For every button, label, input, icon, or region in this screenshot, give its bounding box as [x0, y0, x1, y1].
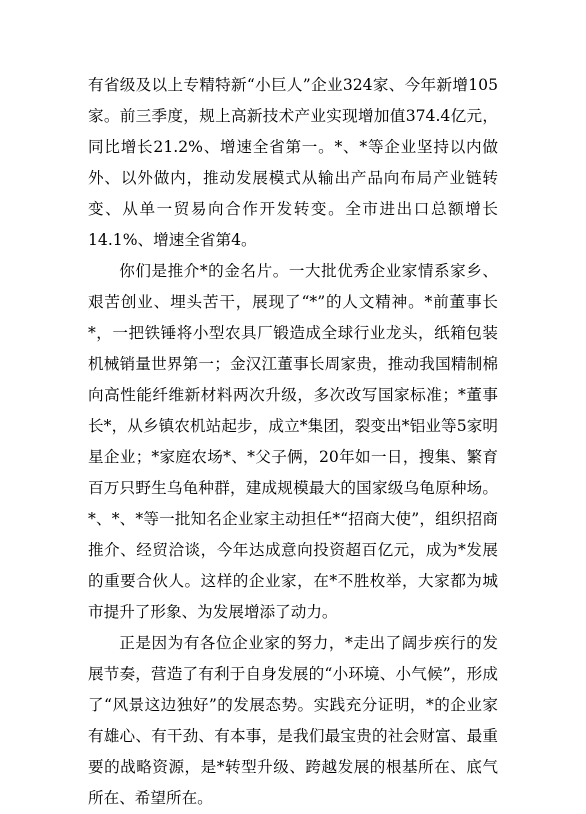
document-body — [88, 70, 498, 814]
paragraph-2: 你们是推介*的金名片。一大批优秀企业家情系家乡、艰苦创业、埋头苦干，展现了“*”的人文精神。*前董事长*，一把铁锤将小型农具厂锻造成全球行业龙头，纸箱包装机械销量世界第一；金汉江董事长周家贵，推动我国精制棉向高性能纤维新材料两次升级，多次改写国家标准；*董事长*，从乡镇农机站起步，成立*集团，裂变出*铝业等5家明星企业；*家庭农场*、*父子俩，20年如一日，搜集、繁育百万只野生乌龟种群，建成规模最大的国家级乌龟原种场。*、*、*等一批知名企业家主动担任*“招商大使”，组织招商推介、经贸洽谈，今年达成意向投资超百亿元，成为*发展的重要合伙人。这样的企业家，在*不胜枚举，大家都为城市提升了形象、为发展增添了动力。 — [88, 262, 498, 621]
paragraph-1: 有省级及以上专精特新“小巨人”企业324家、今年新增105家。前三季度，规上高新技术产业实现增加值374.4亿元，同比增长21.2%、增速全省第一。*、*等企业坚持以内做外、以外做内，推动发展模式从输出产品向布局产业链转变、从单一贸易向合作开发转变。全市进出口总额增长14.1%、增速全省第4。 — [88, 76, 498, 249]
paragraph-3: 正是因为有各位企业家的努力，*走出了阔步疾行的发展节奏，营造了有利于自身发展的“小环境、小气候”，形成了“风景这边独好”的发展态势。实践充分证明，*的企业家有雄心、有干劲、有本事，是我们最宝贵的社会财富、最重要的战略资源，是*转型升级、跨越发展的根基所在、底气所在、希望所在。 — [88, 634, 498, 807]
